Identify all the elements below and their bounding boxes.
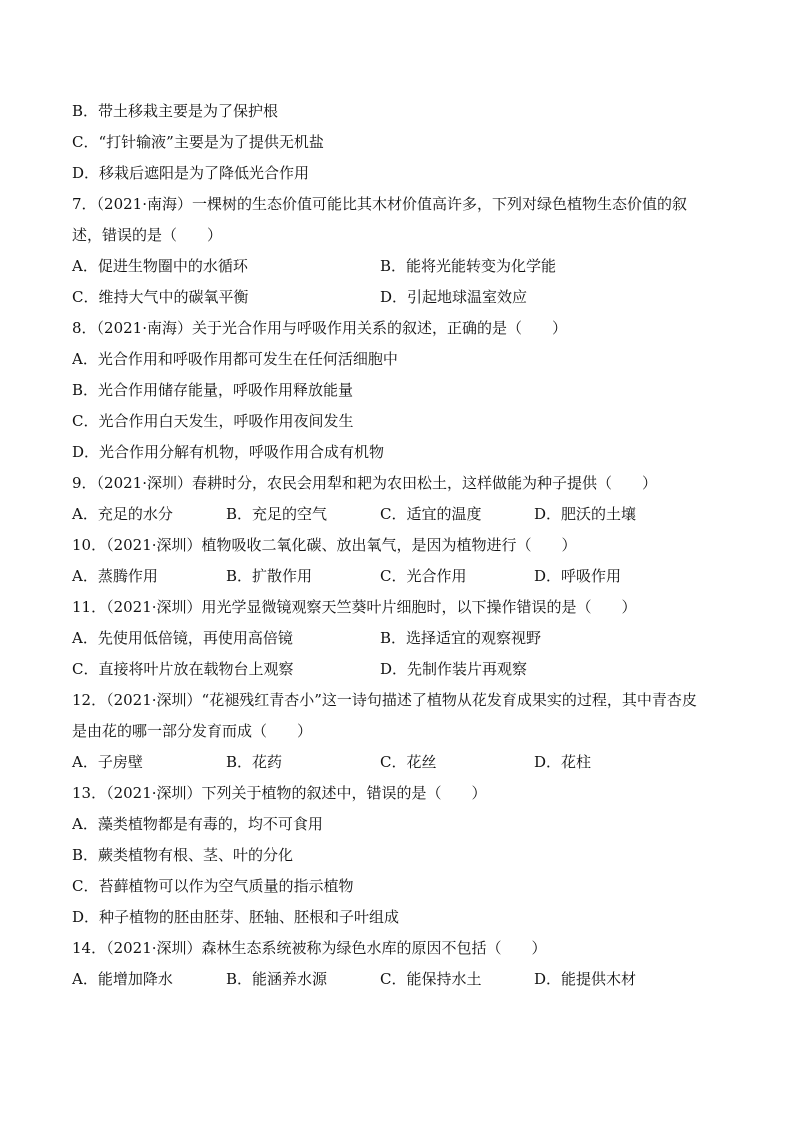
question-stem: 10．（2021·深圳）植物吸收二氧化碳、放出氧气，是因为植物进行（ ） [72,536,577,554]
option-row [72,251,732,282]
option-line: D．移栽后遮阳是为了降低光合作用 [72,164,310,182]
question-stem: 7．（2021·南海）一棵树的生态价值可能比其木材价值高许多，下列对绿色植物生态价值的叙 [72,195,687,213]
option-row [72,282,732,313]
question-stem: 13．（2021·深圳）下列关于植物的叙述中，错误的是（ ） [72,784,487,802]
option-b: B．能将光能转变为化学能 [380,257,557,275]
option-a: A．先使用低倍镜，再使用高倍镜 [72,629,293,647]
option-d: D．花柱 [534,753,592,771]
option-c: C．光合作用 [380,567,467,585]
question-stem: 8．（2021·南海）关于光合作用与呼吸作用关系的叙述，正确的是（ ） [72,319,567,337]
option-b: B．花药 [226,753,283,771]
option-a: A．能增加降水 [72,970,173,988]
question-8 [72,313,732,468]
option-a: A．藻类植物都是有毒的，均不可食用 [72,815,323,833]
question-14 [72,933,732,995]
question-11 [72,592,732,685]
option-c: C．直接将叶片放在载物台上观察 [72,660,294,678]
question-10 [72,530,732,592]
option-d: D．能提供木材 [534,970,637,988]
option-a: A．子房壁 [72,753,143,771]
option-a: A．蒸腾作用 [72,567,158,585]
option-row [72,623,732,654]
option-b: B．扩散作用 [226,567,313,585]
question-9 [72,468,732,530]
option-d: D．光合作用分解有机物，呼吸作用合成有机物 [72,443,385,461]
option-row [72,499,732,530]
option-c: C．适宜的温度 [380,505,482,523]
option-line: C．“打针输液”主要是为了提供无机盐 [72,133,324,151]
option-d: D．先制作装片再观察 [380,660,528,678]
option-c: C．苔藓植物可以作为空气质量的指示植物 [72,877,354,895]
question-list [72,96,732,995]
option-b: B．选择适宜的观察视野 [380,629,542,647]
option-a: A．促进生物圈中的水循环 [72,257,248,275]
question-stem: 是由花的哪一部分发育而成（ ） [72,722,313,740]
question-7 [72,189,732,313]
option-d: D．引起地球温室效应 [380,288,528,306]
option-b: B．光合作用储存能量，呼吸作用释放能量 [72,381,354,399]
option-line: B．带土移栽主要是为了保护根 [72,102,279,120]
question-stem: 14．（2021·深圳）森林生态系统被称为绿色水库的原因不包括（ ） [72,939,547,957]
question-stem: 9．（2021·深圳）春耕时分，农民会用犁和耙为农田松土，这样做能为种子提供（ ） [72,474,657,492]
option-d: D．呼吸作用 [534,567,622,585]
option-b: B．能涵养水源 [226,970,328,988]
option-row [72,747,732,778]
option-a: A．光合作用和呼吸作用都可发生在任何活细胞中 [72,350,398,368]
option-a: A．充足的水分 [72,505,173,523]
option-c: C．能保持水土 [380,970,482,988]
question-13 [72,778,732,933]
option-d: D．肥沃的土壤 [534,505,637,523]
option-c: C．花丝 [380,753,437,771]
option-row [72,964,732,995]
option-row [72,654,732,685]
question-stem: 述，错误的是（ ） [72,226,223,244]
option-c: C．光合作用白天发生，呼吸作用夜间发生 [72,412,354,430]
option-d: D．种子植物的胚由胚芽、胚轴、胚根和子叶组成 [72,908,400,926]
option-c: C．维持大气中的碳氧平衡 [72,288,249,306]
option-b: B．充足的空气 [226,505,328,523]
option-row [72,561,732,592]
option-b: B．蕨类植物有根、茎、叶的分化 [72,846,294,864]
question-stem: 12．（2021·深圳）“花褪残红青杏小”这一诗句描述了植物从花发育成果实的过程，其中青杏皮 [72,691,697,709]
question-stem: 11．（2021·深圳）用光学显微镜观察天竺葵叶片细胞时，以下操作错误的是（ ） [72,598,637,616]
question-12 [72,685,732,778]
